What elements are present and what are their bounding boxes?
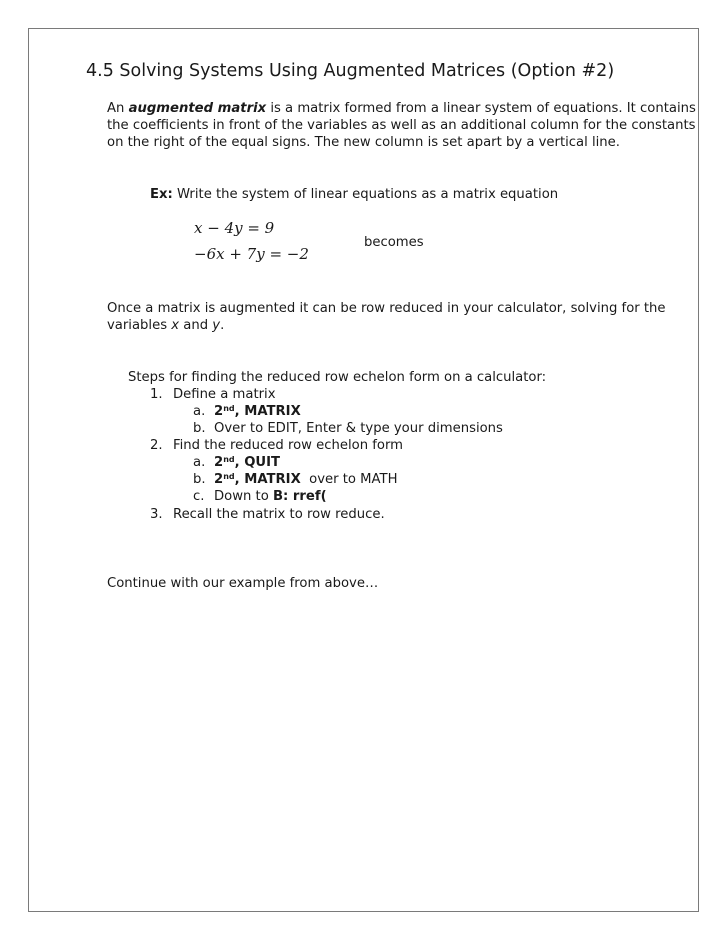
- page-border: [28, 28, 699, 912]
- page-title: 4.5 Solving Systems Using Augmented Matrices (Option #2): [86, 61, 615, 81]
- intro-line-1-rest: is a matrix formed from a linear system of equations. It contains: [266, 101, 696, 116]
- variable-y: y: [212, 318, 221, 333]
- step-2b-text: [214, 471, 398, 488]
- step-1-text: Define a matrix: [173, 387, 276, 402]
- becomes-label: becomes: [364, 235, 424, 250]
- intro-line-2: the coefficients in front of the variables as well as an additional column for the constants: [107, 118, 696, 133]
- steps-heading: Steps for finding the reduced row echelon form on a calculator:: [128, 370, 547, 385]
- intro-line-3: on the right of the equal signs. The new column is set apart by a vertical line.: [107, 135, 620, 150]
- step-1a-key-rest: , MATRIX: [234, 404, 301, 419]
- step-2c-letter: c.: [193, 489, 205, 504]
- row-reduce-end: .: [220, 318, 225, 333]
- row-reduce-and: and: [179, 318, 213, 333]
- continue-text: Continue with our example from above…: [107, 576, 379, 591]
- step-1a-letter: a.: [193, 404, 206, 419]
- step-3-number: 3.: [150, 507, 163, 522]
- step-2b-sup: nd: [223, 472, 235, 481]
- intro-line-1: [107, 100, 696, 117]
- step-2b-key: 2: [214, 472, 224, 487]
- step-1b-letter: b.: [193, 421, 206, 436]
- step-2a-sup: nd: [223, 455, 235, 464]
- step-2b-rest: over to MATH: [300, 472, 398, 487]
- step-1-number: 1.: [150, 387, 163, 402]
- step-3-text: Recall the matrix to row reduce.: [173, 507, 385, 522]
- example-label: Ex:: [150, 187, 173, 202]
- step-2-text: Find the reduced row echelon form: [173, 438, 403, 453]
- augmented-matrix-term: augmented matrix: [128, 101, 267, 116]
- step-2a-key-rest: , QUIT: [234, 455, 281, 470]
- step-2a-letter: a.: [193, 455, 206, 470]
- step-2c-key: B: rref(: [273, 489, 327, 504]
- step-1b-text: Over to EDIT, Enter & type your dimensions: [214, 421, 503, 436]
- row-reduce-prefix: variables: [107, 318, 172, 333]
- step-2c-text: [214, 488, 327, 505]
- step-2c-prefix: Down to: [214, 489, 273, 504]
- step-2b-letter: b.: [193, 472, 206, 487]
- step-1a-text: [214, 403, 301, 420]
- example-prompt: [150, 186, 558, 203]
- step-2a-key: 2: [214, 455, 224, 470]
- equation-2: −6x + 7y = −2: [194, 245, 309, 263]
- step-2-number: 2.: [150, 438, 163, 453]
- row-reduce-line-1: Once a matrix is augmented it can be row reduced in your calculator, solving for the: [107, 301, 666, 316]
- step-2a-text: [214, 454, 280, 471]
- intro-prefix: An: [107, 101, 129, 116]
- row-reduce-line-2: [107, 317, 224, 334]
- example-prompt-text: Write the system of linear equations as a matrix equation: [172, 187, 559, 202]
- equation-1: x − 4y = 9: [194, 219, 275, 237]
- variable-x: x: [171, 318, 180, 333]
- step-1a-key: 2: [214, 404, 224, 419]
- step-1a-sup: nd: [223, 404, 235, 413]
- step-2b-key-rest: , MATRIX: [234, 472, 301, 487]
